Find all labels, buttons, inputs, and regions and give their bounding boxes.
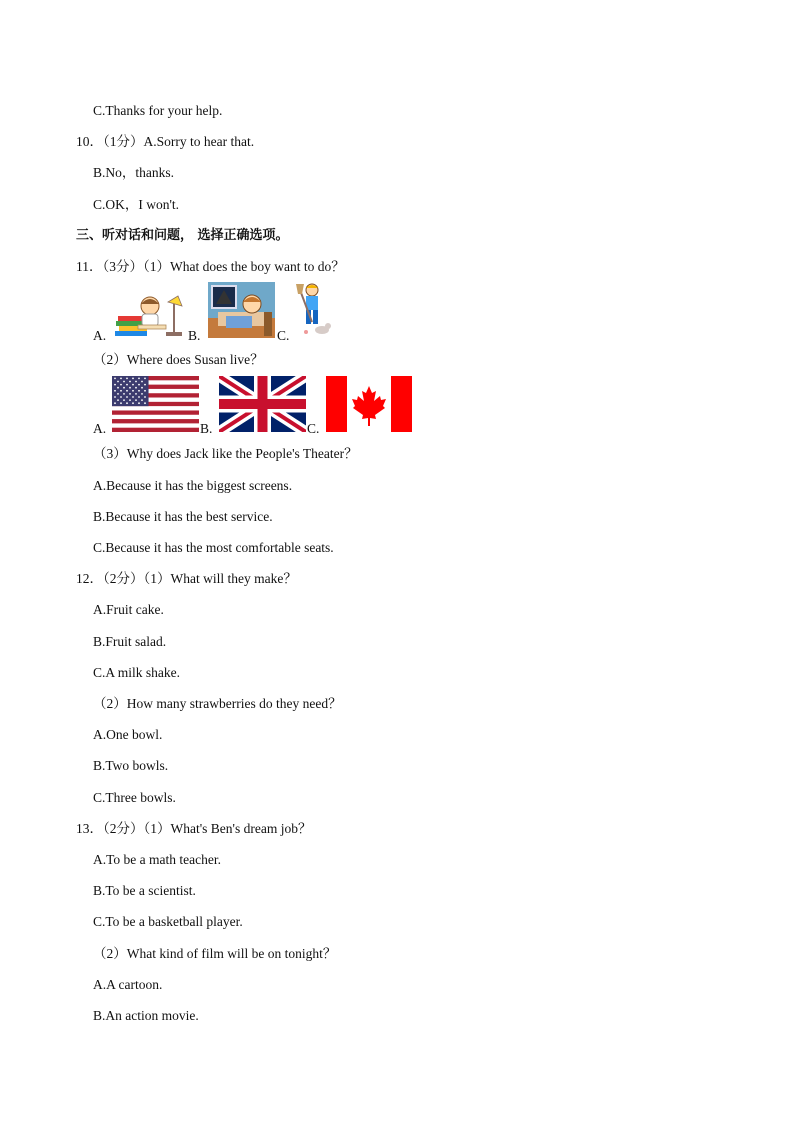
q13-2-question: （2）What kind of film will be on tonight？ bbox=[93, 946, 337, 961]
q13-2-option-b: B.An action movie. bbox=[93, 1008, 199, 1023]
q10-option-c: C.OK，I won't. bbox=[93, 197, 180, 212]
q12-2-option-b: B.Two bowls. bbox=[93, 758, 169, 773]
q12-1-option-a: A.Fruit cake. bbox=[93, 602, 164, 617]
q13-1-option-c: C.To be a basketball player. bbox=[93, 914, 243, 929]
uk-flag-icon bbox=[219, 376, 306, 432]
q11-1-label-a: A. bbox=[93, 328, 107, 343]
q11-2-question: （2）Where does Susan live？ bbox=[93, 352, 264, 367]
canada-flag-icon bbox=[326, 376, 412, 432]
q11-3-option-b: B.Because it has the best service. bbox=[93, 509, 273, 524]
usa-flag-icon bbox=[112, 376, 199, 432]
q13-heading: 13．（2分）（1）What's Ben's dream job？ bbox=[76, 821, 312, 836]
q11-3-option-a: A.Because it has the biggest screens. bbox=[93, 478, 293, 493]
q11-1-label-c: C. bbox=[277, 328, 290, 343]
sweeping-boy-icon bbox=[292, 282, 332, 338]
q11-3-option-c: C.Because it has the most comfortable seats. bbox=[93, 540, 334, 555]
q11-2-label-a: A. bbox=[93, 421, 107, 436]
reading-books-icon bbox=[112, 292, 186, 338]
q11-3-question: （3）Why does Jack like the People's Theater？ bbox=[93, 446, 358, 461]
q11-2-label-b: B. bbox=[200, 421, 213, 436]
q12-1-option-c: C.A milk shake. bbox=[93, 665, 180, 680]
q11-1-label-b: B. bbox=[188, 328, 201, 343]
q13-1-option-b: B.To be a scientist. bbox=[93, 883, 196, 898]
q9-option-c: C.Thanks for your help. bbox=[93, 103, 223, 118]
q11-heading: 11．（3分）（1）What does the boy want to do？ bbox=[76, 259, 345, 274]
q10-option-b: B.No，thanks. bbox=[93, 165, 174, 180]
sleeping-boy-icon bbox=[208, 282, 275, 338]
q12-2-question: （2）How many strawberries do they need？ bbox=[93, 696, 342, 711]
q10-heading: 10．（1分）A.Sorry to hear that. bbox=[76, 134, 255, 149]
q13-2-option-a: A.A cartoon. bbox=[93, 977, 163, 992]
q12-2-option-a: A.One bowl. bbox=[93, 727, 163, 742]
q11-2-label-c: C. bbox=[307, 421, 320, 436]
q13-1-option-a: A.To be a math teacher. bbox=[93, 852, 221, 867]
q12-heading: 12．（2分）（1）What will they make？ bbox=[76, 571, 297, 586]
q12-2-option-c: C.Three bowls. bbox=[93, 790, 176, 805]
section-3-title: 三、听对话和问题， 选择正确选项。 bbox=[76, 228, 289, 243]
q12-1-option-b: B.Fruit salad. bbox=[93, 634, 167, 649]
